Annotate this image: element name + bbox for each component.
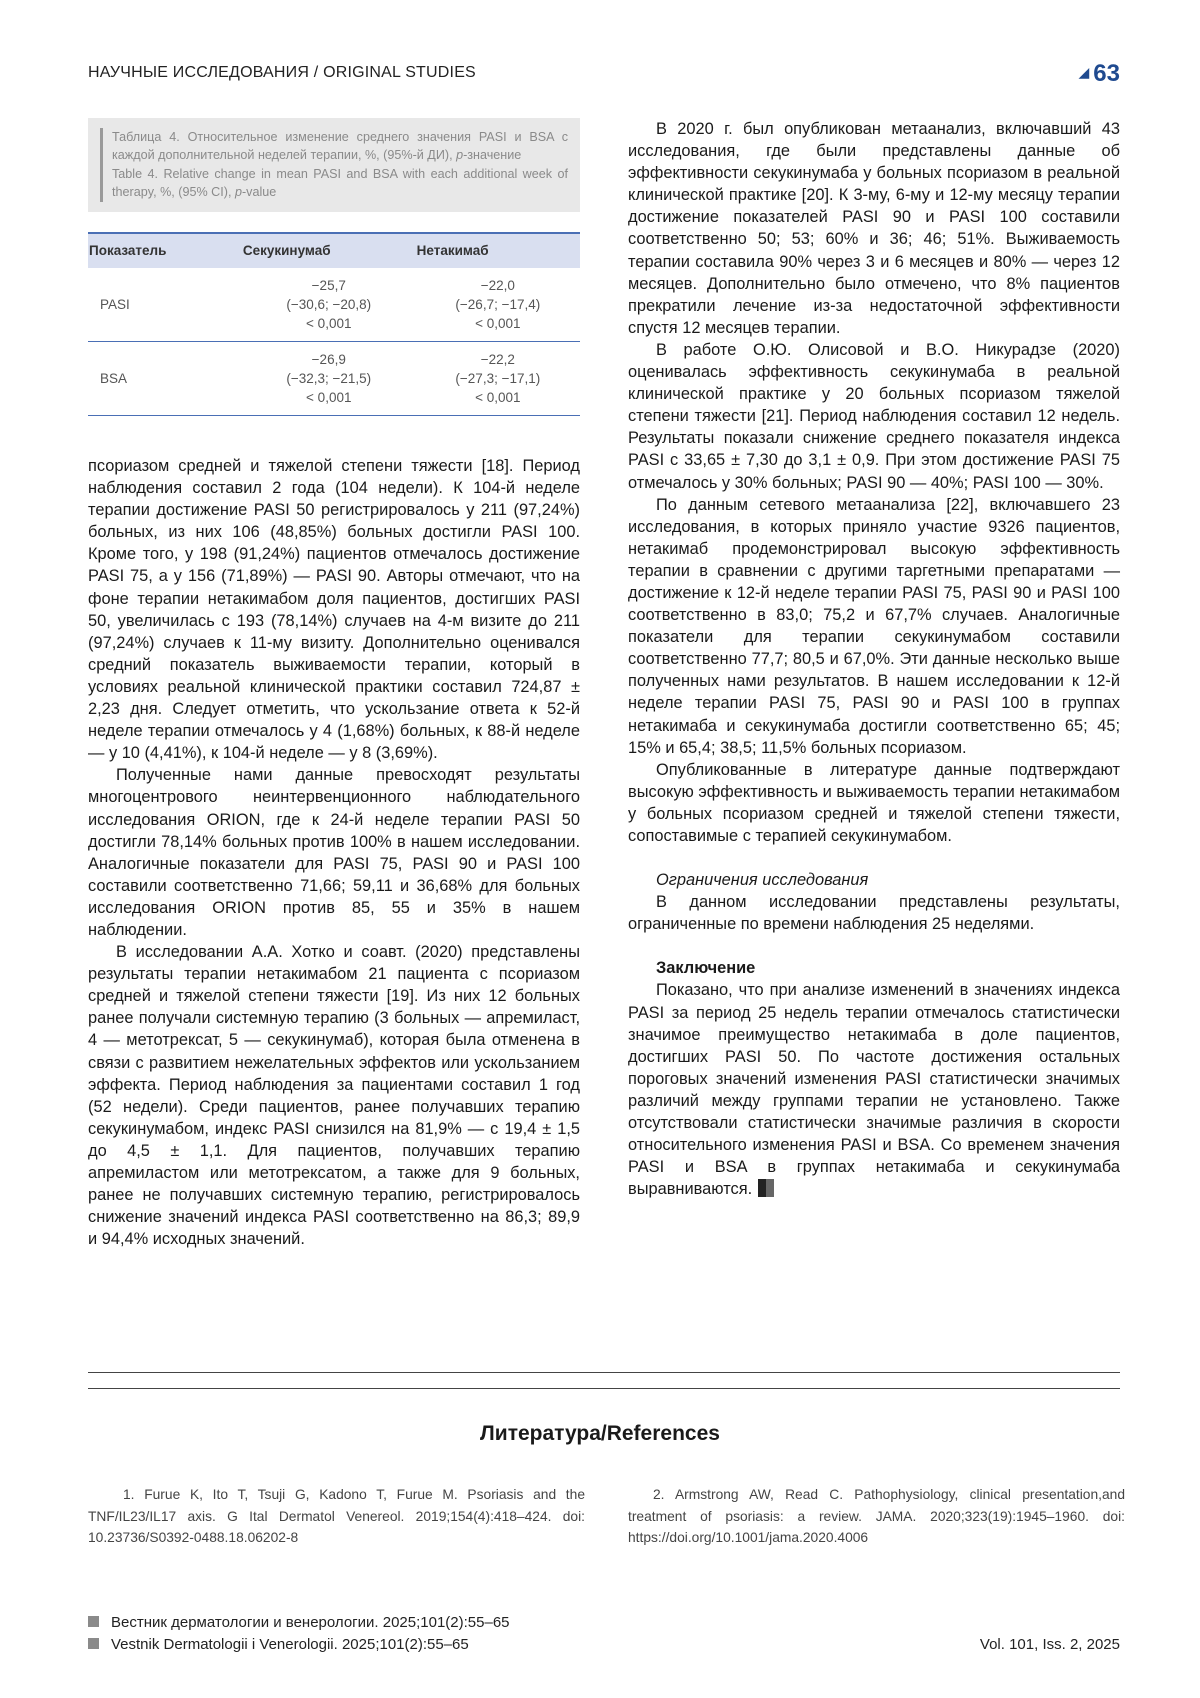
cell-ci: (−26,7; −17,4) <box>455 296 541 312</box>
body-paragraph: Полученные нами данные превосходят результаты многоцентрового неинтервенционного наблюдательного исследования ORION, где к 24-й неделе терапии PASI 50 достигли 78,14% больных против 100% в нашем исследовании. Аналогичные показатели для PASI 75, PASI 90 и PASI 100 составили соответственно 71,66; 59,11 и 36,68% для больных исследования ORION против 85, 55 и 35% в нашем наблюдении. <box>88 766 580 939</box>
caption-ru-tail: -значение <box>463 148 522 163</box>
cell-ci: (−30,6; −20,8) <box>286 296 372 312</box>
page-number-value: 63 <box>1093 60 1120 87</box>
table-header-cell: Секукинумаб <box>242 233 416 268</box>
table-caption <box>88 118 580 212</box>
triangle-icon: ◢ <box>1078 64 1090 80</box>
table-cell <box>416 341 580 415</box>
data-table <box>88 232 580 416</box>
table-cell <box>242 341 416 415</box>
volume-issue: Vol. 101, Iss. 2, 2025 <box>979 1635 1120 1653</box>
cell-p: < 0,001 <box>306 315 352 331</box>
table-header-row <box>88 233 580 268</box>
reference-item: 2. Armstrong AW, Read C. Pathophysiology, clinical presentation,and treatment of psoriasis: a review. JAMA. 2020;323(19):1945–1960. doi: https://doi.org/10.1001/jama.2020.4006 <box>628 1487 1125 1546</box>
right-column-text <box>628 118 1120 1200</box>
caption-ru-italic: p <box>456 148 464 163</box>
body-paragraph: В 2020 г. был опубликован метаанализ, включавший 43 исследования, где были представлены данные об эффективности секукинумаба у больных псориазом в реальной клинической практике [20]. К 3-му, 6-му и 12-му месяцу терапии достижение показателей PASI 90 и PASI 100 составили соответственно 50; 53; 60% и 36; 46; 51%. Выживаемость терапии составила 90% через 3 и 6 месяцев и 80% — через 12 месяцев. Дополнительно было отмечено, что 8% пациентов прекратили лечение из-за недостаточной эффективности спустя 12 месяцев терапии. <box>628 120 1120 337</box>
left-column-text <box>88 455 580 1250</box>
table-header-cell: Показатель <box>88 233 242 268</box>
table-cell <box>416 268 580 342</box>
table-cell <box>242 268 416 342</box>
end-of-article-icon <box>766 1179 774 1197</box>
cell-value: −25,7 <box>311 277 346 293</box>
table-block <box>88 118 580 416</box>
conclusion-heading: Заключение <box>656 959 756 978</box>
body-paragraph: В данном исследовании представлены результаты, ограниченные по времени наблюдения 25 неделями. <box>628 893 1120 934</box>
section-title: НАУЧНЫЕ ИССЛЕДОВАНИЯ / ORIGINAL STUDIES <box>88 64 476 81</box>
cell-p: < 0,001 <box>475 389 521 405</box>
cell-value: −26,9 <box>311 351 346 367</box>
footer-line-en <box>88 1634 1120 1656</box>
table-row <box>88 268 580 342</box>
body-paragraph: По данным сетевого метаанализа [22], включавшего 23 исследования, в которых приняло участие 9326 пациентов, нетакимаб продемонстрировал высокую эффективность терапии в сравнении с другими таргетными препаратами — достижение к 12-й неделе терапии PASI 75, PASI 90 и PASI 100 соответственно в 83,0; 75,2 и 67,7% случаев. Аналогичные показатели для терапии секукинумабом составили соответственно 77,7; 80,5 и 67,0%. Эти данные несколько выше полученных нами результатов. В нашем исследовании к 12-й неделе терапии PASI 75, PASI 90 и PASI 100 в группах нетакимаба и секукинумаба достигли соответственно 65; 45; 15% и 65,4; 38,5; 11,5% больных псориазом. <box>628 495 1120 757</box>
square-icon <box>88 1616 99 1627</box>
end-of-article-icon <box>758 1179 766 1197</box>
row-label: BSA <box>88 341 242 415</box>
row-label: PASI <box>88 268 242 342</box>
body-paragraph: Опубликованные в литературе данные подтверждают высокую эффективность и выживаемость терапии нетакимабом у больных псориазом средней и тяжелой степени тяжести, сопоставимые с терапией секукинумабом. <box>628 760 1120 845</box>
body-paragraph: В работе О.Ю. Олисовой и В.О. Никурадзе (2020) оценивалась эффективность секукинумаба в реальной клинической практике у 20 больных псориазом тяжелой степени тяжести [21]. Период наблюдения составил 12 недель. Результаты показали снижение среднего показателя индекса PASI с 33,65 ± 7,30 до 3,1 ± 0,9. При этом достижение PASI 75 отмечалось у 30% больных; PASI 90 — 40%; PASI 100 — 30%. <box>628 340 1120 492</box>
cell-ci: (−27,3; −17,1) <box>455 370 541 386</box>
cell-p: < 0,001 <box>306 389 352 405</box>
references-title: Литература/References <box>480 1422 720 1445</box>
table-row <box>88 341 580 415</box>
caption-en-tail: -value <box>241 185 277 200</box>
body-paragraph: псориазом средней и тяжелой степени тяжести [18]. Период наблюдения составил 2 года (104 недели). К 104-й неделе терапии достижение PASI 50 регистрировалось у 211 (97,24%) больных, из них 106 (48,85%) больных достигли PASI 100. Кроме того, у 198 (91,24%) пациентов отмечалось достижение PASI 75, а у 156 (71,89%) — PASI 90. Авторы отмечают, что на фоне терапии нетакимабом доля пациентов, достигших PASI 50, увеличилась с 193 (78,14%) случаев на 4-м визите до 211 (97,24%) случаев к 11-му визиту. Дополнительно оценивался средний показатель выживаемости терапии, который в условиях реальной клинической практики составил 724,87 ± 2,23 дня. Следует отметить, что ускользание ответа к 52-й неделе терапии отмечалось у 4 (1,68%) больных, к 88-й неделе — у 10 (4,41%), к 104-й неделе — у 8 (3,69%). <box>88 457 580 763</box>
conclusion-text: Показано, что при анализе изменений в значениях индекса PASI за период 25 недель терапии отмечалось статистически значимое преимущество нетакимаба в доле пациентов, достигших PASI 50. По частоте достижения остальных пороговых значений изменения PASI статистически значимых различий между группами терапии не установлено. Также отсутствовали статистически значимые различия в скорости относительного изменения PASI и BSA. Со временем значения PASI и BSA в группах нетакимаба и секукинумаба выравниваются. <box>628 981 1120 1199</box>
table-header-cell: Нетакимаб <box>416 233 580 268</box>
cell-ci: (−32,3; −21,5) <box>286 370 372 386</box>
cell-value: −22,2 <box>480 351 515 367</box>
journal-citation-en: Vestnik Dermatologii i Venerologii. 2025;101(2):55–65 <box>111 1635 469 1653</box>
caption-bar <box>100 128 103 202</box>
footer-line-ru <box>88 1612 1120 1634</box>
square-icon <box>88 1638 99 1649</box>
caption-en: Table 4. Relative change in mean PASI and BSA with each additional week of therapy, %, (95% CI), <box>112 166 568 200</box>
divider <box>88 1388 1120 1389</box>
body-paragraph: В исследовании А.А. Хотко и соавт. (2020) представлены результаты терапии нетакимабом 21 пациента с псориазом средней и тяжелой степени тяжести [19]. Из них 12 больных ранее получали системную терапию (3 больных — апремиласт, 4 — метотрексат, 5 — секукинумаб), которая была отменена в связи с развитием нежелательных эффектов или ускользанием эффекта. Период наблюдения за пациентами составил 1 год (52 недели). Среди пациентов, ранее получавших терапию секукинумабом, индекс PASI снизился на 81,9% — с 19,4 ± 1,5 до 4,5 ± 1,1. Для пациентов, получавших терапию апремиластом или метотрексатом, а также для 9 больных, ранее не получавших системную терапию, регистрировалось снижение значений индекса PASI соответственно на 86,3; 89,9 и 94,4% исходных значений. <box>88 943 580 1249</box>
reference-item: 1. Furue K, Ito T, Tsuji G, Kadono T, Furue M. Psoriasis and the TNF/IL23/IL17 axis. G Ital Dermatol Venereol. 2019;154(4):418–424. doi: 10.23736/S0392-0488.18.06202-8 <box>88 1487 585 1546</box>
page-number <box>1079 60 1120 88</box>
body-paragraph <box>628 979 1120 1200</box>
cell-p: < 0,001 <box>475 315 521 331</box>
caption-ru: Таблица 4. Относительное изменение среднего значения PASI и BSA с каждой дополнительной неделей терапии, %, (95%-й ДИ), <box>112 130 568 163</box>
cell-value: −22,0 <box>480 277 515 293</box>
journal-citation-ru: Вестник дерматологии и венерологии. 2025;101(2):55–65 <box>111 1614 510 1631</box>
caption-en-italic: p <box>234 185 242 200</box>
limitations-heading: Ограничения исследования <box>656 871 869 890</box>
page-footer <box>88 1612 1120 1655</box>
page-header <box>88 60 1120 90</box>
divider <box>88 1372 1120 1373</box>
